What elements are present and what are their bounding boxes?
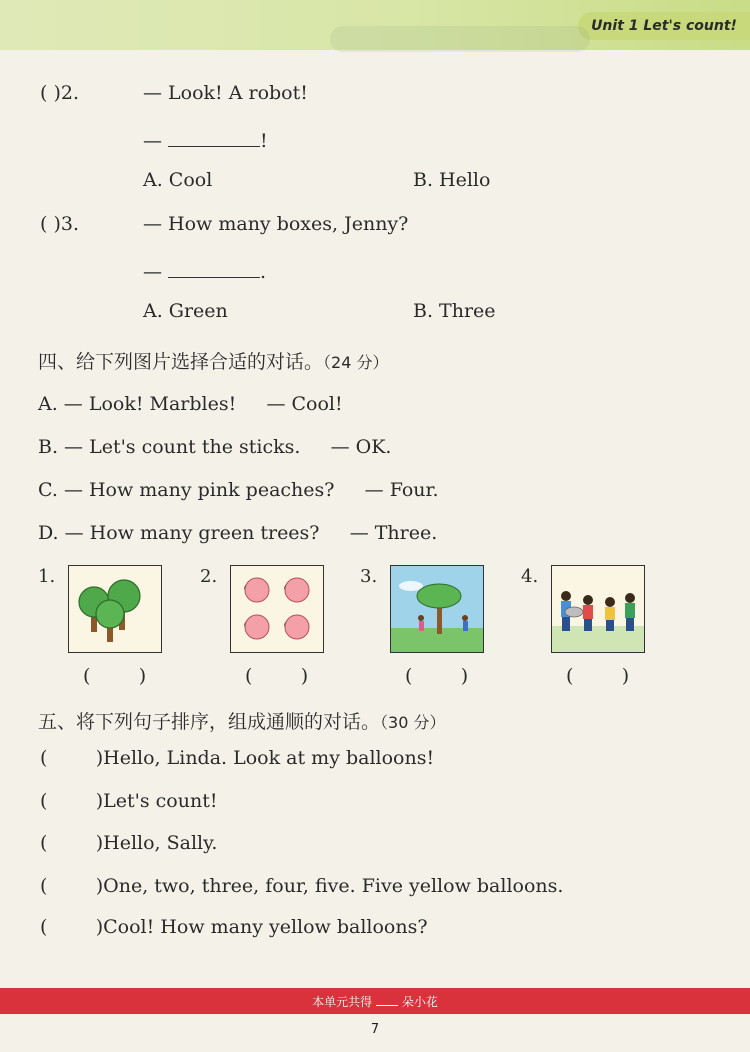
q3-option-b[interactable]: B. Three	[413, 300, 496, 322]
q2-answer-blank[interactable]	[168, 128, 260, 147]
order-item-4: ( )One, two, three, four, five. Five yellow balloons.	[40, 875, 564, 897]
page-number: 7	[370, 1022, 380, 1037]
order-item-5: ( )Cool! How many yellow balloons?	[40, 916, 428, 938]
q3-number: ( )3.	[40, 213, 79, 235]
dialog-d: D. — How many green trees? — Three.	[38, 522, 438, 544]
flower-score-unit: 朵小花	[401, 995, 438, 1009]
flower-score-label: 本单元共得	[312, 995, 373, 1009]
q2-reply-dash: —	[143, 130, 162, 152]
q3-reply-end: .	[260, 261, 267, 283]
flower-score	[0, 993, 750, 1010]
q3-prompt: — How many boxes, Jenny?	[143, 213, 409, 235]
q2-number: ( )2.	[40, 82, 79, 104]
order-item-3: ( )Hello, Sally.	[40, 832, 218, 854]
dialog-b: B. — Let's count the sticks. — OK.	[38, 436, 392, 458]
q2-option-b[interactable]: B. Hello	[413, 169, 491, 191]
dialog-a: A. — Look! Marbles! — Cool!	[38, 393, 343, 415]
flower-score-blank[interactable]	[376, 1005, 398, 1006]
dialog-c: C. — How many pink peaches? — Four.	[38, 479, 439, 501]
picture-peaches	[230, 565, 324, 653]
picture-1-answer[interactable]: ( )	[83, 665, 147, 687]
order-item-1: ( )Hello, Linda. Look at my balloons!	[40, 747, 435, 769]
picture-4-answer[interactable]: ( )	[566, 665, 630, 687]
picture-number-4: 4.	[521, 566, 539, 587]
picture-park-sticks	[390, 565, 484, 653]
picture-2-answer[interactable]: ( )	[245, 665, 309, 687]
picture-trees	[68, 565, 162, 653]
q2-reply-end: !	[260, 130, 268, 152]
picture-number-1: 1.	[38, 566, 56, 587]
q3-reply	[143, 259, 266, 283]
picture-number-3: 3.	[360, 566, 378, 587]
picture-children-marbles	[551, 565, 645, 653]
q3-reply-dash: —	[143, 261, 162, 283]
section4-points: （24 分）	[323, 353, 389, 372]
picture-3-answer[interactable]: ( )	[405, 665, 469, 687]
q3-answer-blank[interactable]	[168, 259, 260, 278]
q2-option-a[interactable]: A. Cool	[143, 169, 213, 191]
q2-prompt: — Look! A robot!	[143, 82, 308, 104]
section5-heading	[38, 707, 445, 734]
q2-reply	[143, 128, 268, 152]
section5-points: （30 分）	[380, 713, 446, 732]
section4-title: 四、给下列图片选择合适的对话。	[38, 351, 324, 373]
order-item-2: ( )Let's count!	[40, 790, 218, 812]
section5-title: 五、将下列句子排序，组成通顺的对话。	[38, 711, 381, 733]
q3-option-a[interactable]: A. Green	[143, 300, 228, 322]
picture-number-2: 2.	[200, 566, 218, 587]
unit-tag: Unit 1 Let's count!	[578, 12, 750, 40]
show-through-watermark	[330, 26, 590, 52]
section4-heading	[38, 347, 388, 374]
